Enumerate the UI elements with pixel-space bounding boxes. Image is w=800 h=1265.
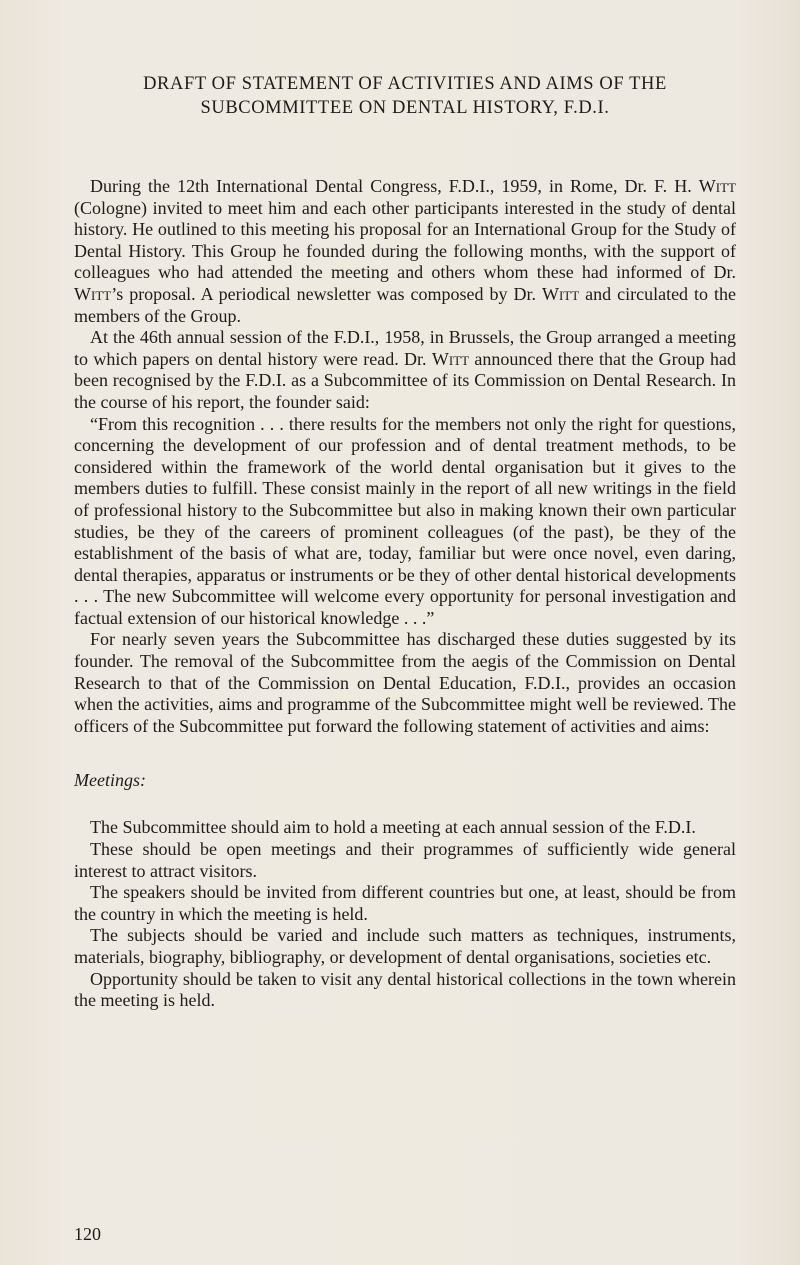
- section-heading-meetings: Meetings:: [74, 770, 146, 791]
- paragraph-history: During the 12th International Dental Congress, F.D.I., 1959, in Rome, Dr. F. H. Witt (Cologne) invited to meet him and each other participants interested in the study of dental history. He outlined to this meeting his proposal for an International Group for the Study of Dental History. This Group he founded during the following months, with the support of colleagues who had attended the meeting and others whom these had informed of Dr. Witt’s proposal. A periodical newsletter was composed by Dr. Witt and circulated to the members of the Group.: [74, 176, 737, 326]
- meeting-item: The subjects should be varied and include such matters as techniques, instruments, materials, biography, bibliography, or development of dental organisations, societies etc.: [74, 925, 736, 967]
- meeting-item: These should be open meetings and their programmes of sufficiently wide general interest to attract visitors.: [74, 839, 736, 881]
- paragraph-review: For nearly seven years the Subcommittee has discharged these duties suggested by its founder. The removal of the Subcommittee from the aegis of the Commission on Dental Research to that of the Commission on Dental Education, F.D.I., provides an occasion when the activities, aims and programme of the Subcommittee might well be reviewed. The officers of the Subcommittee put forward the following statement of activities and aims:: [74, 629, 736, 736]
- name-witt: Witt: [698, 176, 736, 196]
- page-number: 120: [74, 1224, 101, 1244]
- title-line-1: DRAFT OF STATEMENT OF ACTIVITIES AND AIMS OF THE: [143, 74, 667, 94]
- name-witt: Witt: [541, 283, 580, 304]
- meeting-item: The speakers should be invited from different countries but one, at least, should be from the country in which the meeting is held.: [74, 882, 736, 924]
- paragraph-brussels-session: At the 46th annual session of the F.D.I., 1958, in Brussels, the Group arranged a meeting to which papers on dental history were read. Dr. Witt announced there that the Group had been recognised by the F.D.I. as a Subcommittee of its Commission on Dental Research. In the course of his report, the founder said:: [74, 327, 736, 412]
- document-title: [74, 72, 736, 120]
- paragraph-founder-quote: “From this recognition . . . there results for the members not only the right for questions, concerning the development of our profession and of dental treatment methods, to be considered within the framework of the world dental organisation but it gives to the members duties to fulfill. These consist mainly in the report of all new writings in the field of professional history to the Subcommittee but also in making known their own particular studies, be they of the careers of prominent colleagues (of the past), be they of the establishment of the basis of what are, today, familiar but were once novel, even daring, dental therapies, apparatus or instruments or be they of other dental historical developments . . . The new Subcommittee will welcome every opportunity for personal investigation and factual extension of our historical knowledge . . .”: [74, 413, 736, 628]
- meeting-item: The Subcommittee should aim to hold a meeting at each annual session of the F.D.I.: [90, 817, 696, 838]
- meeting-item: Opportunity should be taken to visit any dental historical collections in the town wherein the meeting is held.: [74, 968, 736, 1011]
- name-witt: Witt: [431, 348, 470, 369]
- name-witt: Witt: [74, 283, 112, 304]
- page-content: [74, 72, 736, 1012]
- title-line-2: SUBCOMMITTEE ON DENTAL HISTORY, F.D.I.: [200, 98, 610, 118]
